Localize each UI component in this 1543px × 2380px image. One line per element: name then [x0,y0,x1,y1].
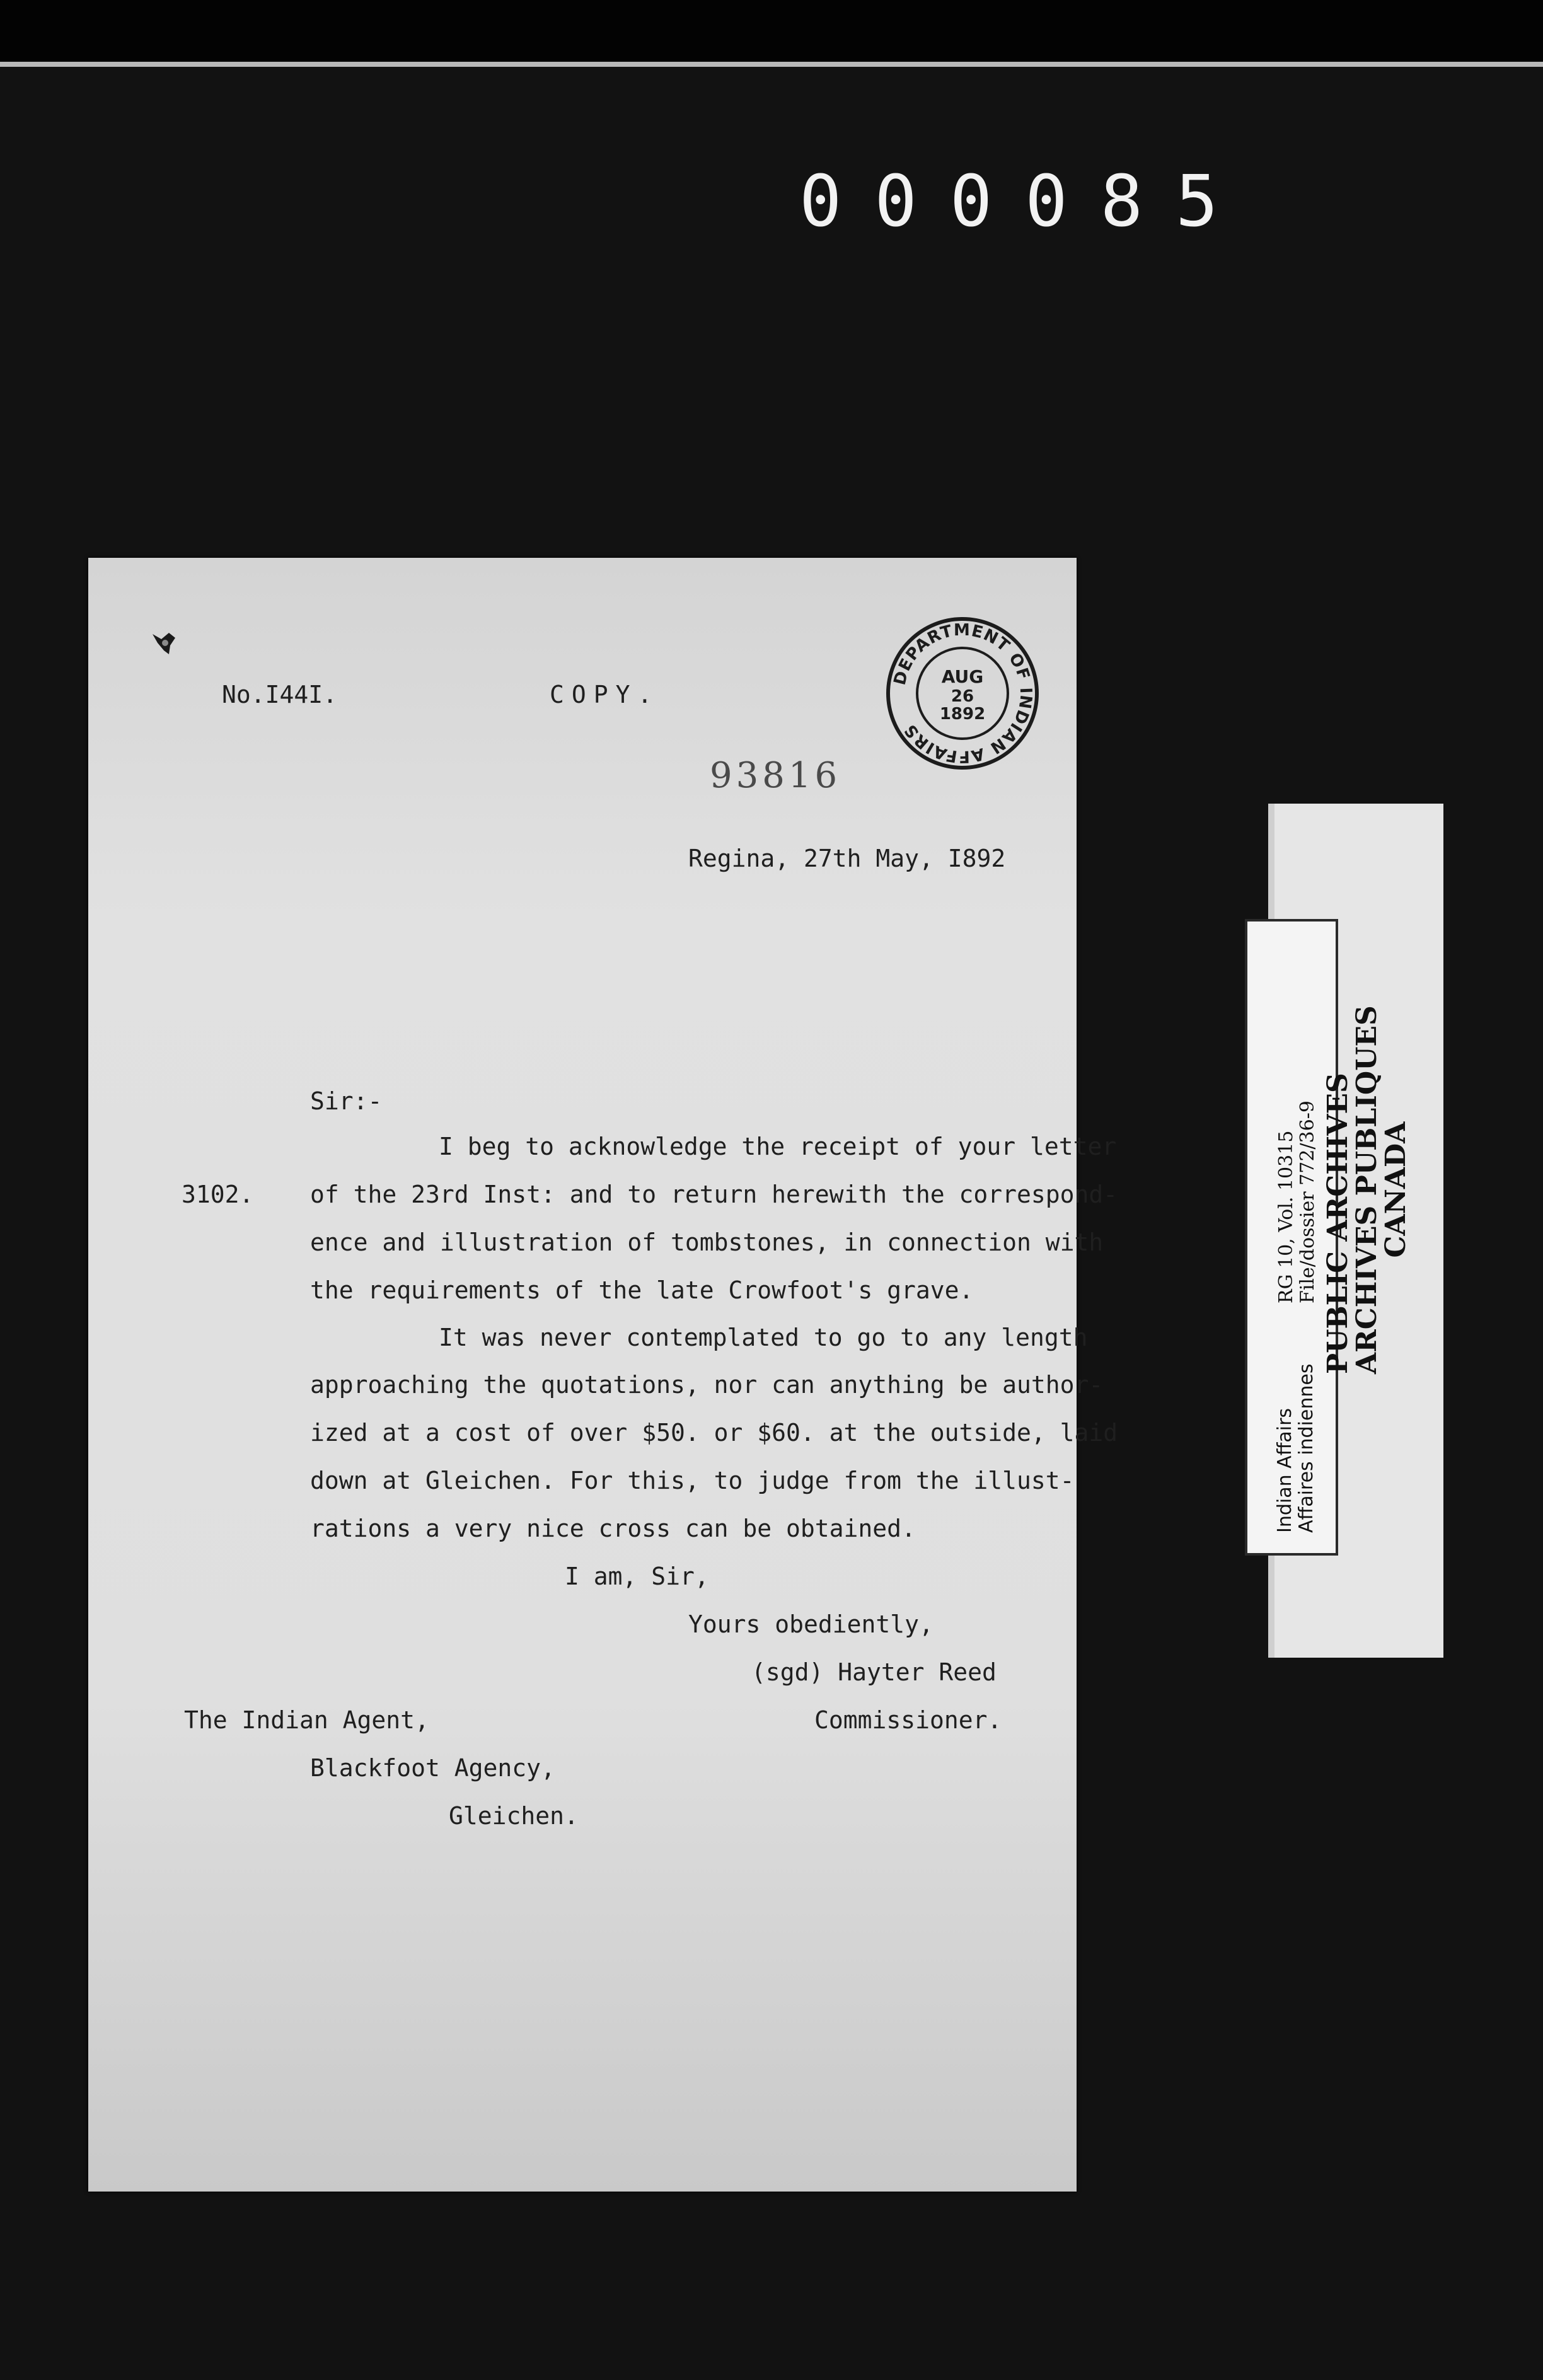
film-top-edge [0,0,1543,67]
body-line: I beg to acknowledge the receipt of your letter [439,1133,1117,1160]
body-line: ence and illustration of tombstones, in connection with [310,1228,1104,1256]
signature: (sgd) Hayter Reed [751,1658,997,1686]
stamp-year: 1892 [939,705,986,724]
letter-page [88,558,1118,2192]
stamp-month: AUG [941,666,984,687]
frame-number: 000085 [799,161,1251,243]
archive-label-line: CANADA [1380,1121,1412,1258]
archive-label-department [1274,1363,1317,1533]
place-date: Regina, 27th May, I892 [688,845,1006,872]
stamp-ring-text: DEPARTMENT OF INDIAN AFFAIRS [890,620,1036,766]
received-stamp [884,615,1041,772]
archive-label-reference [1276,1100,1319,1303]
reference-number: No.I44I. [222,681,338,708]
archive-label-title [1324,1005,1411,1374]
body-line: It was never contemplated to go to any length [439,1324,1088,1351]
archive-label-dept: Affaires indiennes [1295,1363,1317,1533]
body-line: the requirements of the late Crowfoot's grave. [310,1276,974,1304]
stamp-day: 26 [951,687,974,706]
file-number: 93816 [710,755,841,796]
address-line: The Indian Agent, [184,1706,429,1734]
body-line: rations a very nice cross can be obtained. [310,1515,916,1542]
signer-title: Commissioner. [814,1706,1002,1734]
archive-label-ref: File/dossier 772/36-9 [1297,1100,1319,1303]
body-line: of the 23rd Inst: and to return herewith the correspond- [310,1181,1118,1208]
valediction: Yours obediently, [688,1610,933,1638]
margin-reference: 3102. [182,1181,254,1208]
archive-label-dept: Indian Affairs [1274,1407,1296,1533]
address-line: Blackfoot Agency, [310,1754,555,1782]
archive-label-ref: RG 10, Vol. 10315 [1275,1130,1297,1303]
body-line: ized at a cost of over $50. or $60. at the outside, laid [310,1419,1118,1447]
body-line: down at Gleichen. For this, to judge from the illust- [310,1467,1075,1494]
archive-label-line: ARCHIVES PUBLIQUES [1351,1005,1383,1374]
salutation: Sir:- [310,1087,383,1115]
closing: I am, Sir, [565,1563,709,1590]
address-line: Gleichen. [449,1802,579,1830]
body-line: approaching the quotations, nor can anything be author- [310,1371,1104,1399]
archive-label-line: PUBLIC ARCHIVES [1322,1073,1354,1374]
pin-icon [150,629,178,657]
copy-mark: COPY. [550,681,660,708]
